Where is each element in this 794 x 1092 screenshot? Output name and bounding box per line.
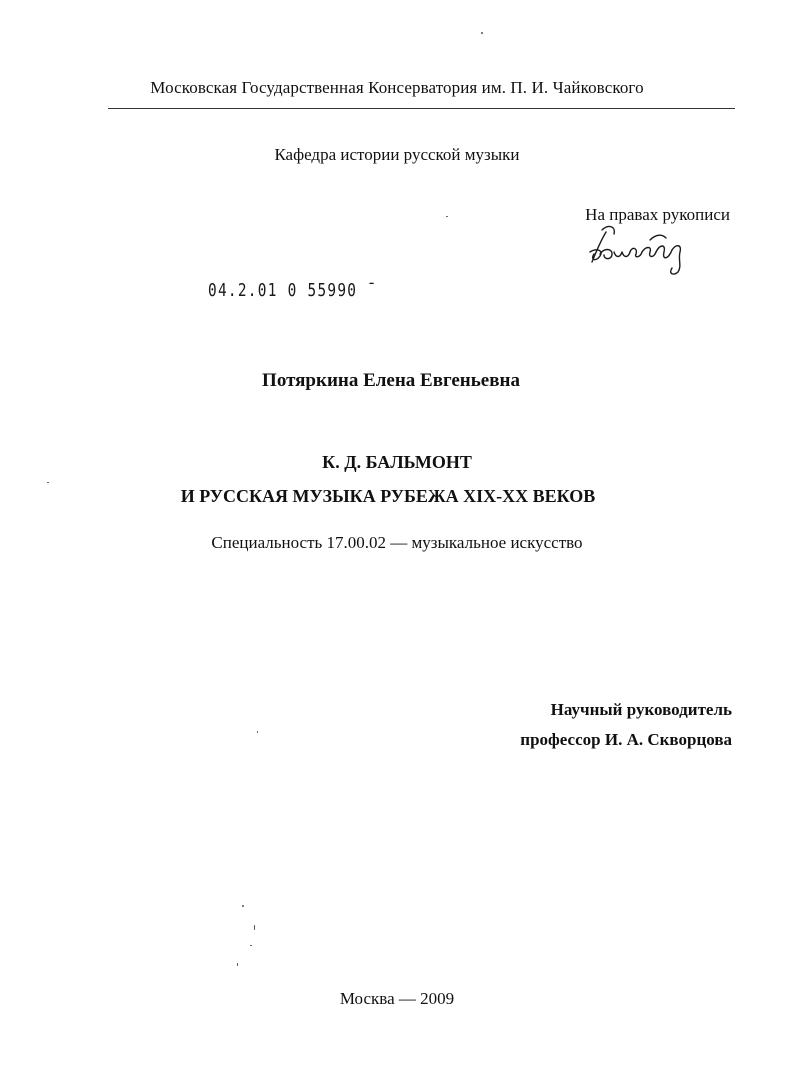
scan-speck bbox=[446, 216, 448, 217]
place-and-year: Москва — 2009 bbox=[339, 989, 455, 1008]
author-name: Потяркина Елена Евгеньевна bbox=[262, 370, 520, 391]
dissertation-title-line-1: К. Д. БАЛЬМОНТ bbox=[322, 452, 472, 472]
institution-name: Московская Государственная Консерватория им. П. И. Чайковского bbox=[150, 78, 644, 97]
scan-speck bbox=[481, 32, 483, 34]
header-divider bbox=[108, 108, 735, 109]
scan-speck bbox=[47, 482, 49, 483]
registration-number: 04.2.01 0 55990 ˉ bbox=[208, 280, 378, 301]
scan-speck bbox=[254, 925, 255, 930]
scan-speck bbox=[242, 905, 244, 907]
scan-speck bbox=[250, 945, 252, 946]
scan-speck bbox=[257, 731, 258, 733]
scan-speck bbox=[237, 963, 238, 966]
department-name: Кафедра истории русской музыки bbox=[274, 145, 520, 164]
supervisor-name: профессор И. А. Скворцова bbox=[520, 730, 732, 749]
dissertation-title-line-2: И РУССКАЯ МУЗЫКА РУБЕЖА XIX-XX ВЕКОВ bbox=[180, 486, 596, 506]
specialty-line: Специальность 17.00.02 — музыкальное искусство bbox=[211, 533, 583, 552]
supervisor-label: Научный руководитель bbox=[550, 700, 732, 719]
handwritten-signature-icon bbox=[586, 222, 696, 278]
manuscript-rights-note: На правах рукописи bbox=[585, 205, 730, 224]
